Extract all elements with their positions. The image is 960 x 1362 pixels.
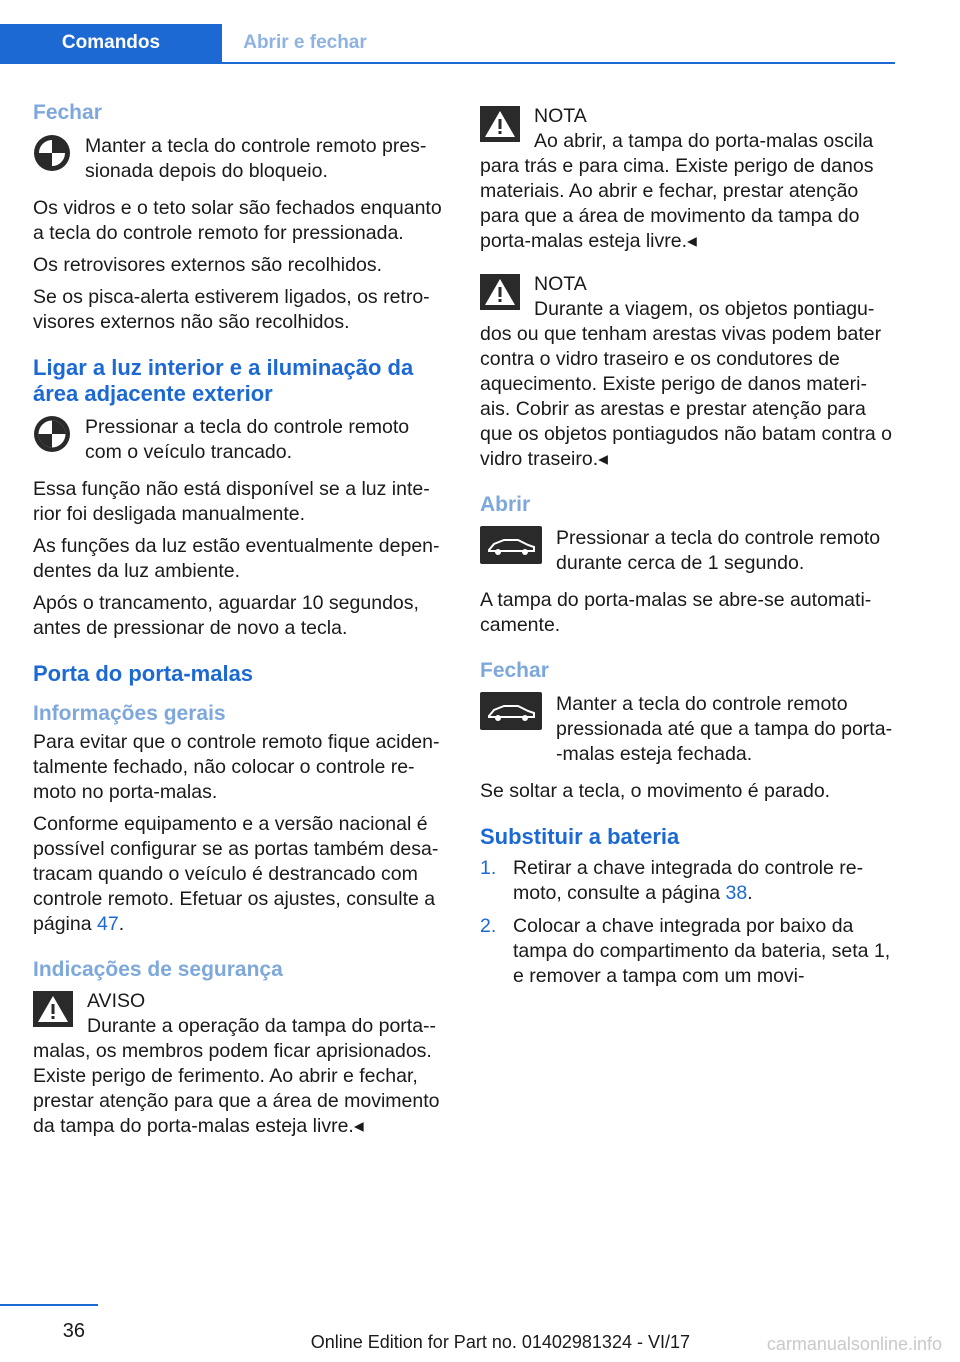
luz-instruction: Pressionar a tecla do controle remoto com o veículo trancado.: [85, 416, 410, 463]
note-1: [480, 104, 895, 254]
abrir-instruction: Pressionar a tecla do controle remoto durante cerca de 1 segundo.: [556, 527, 881, 574]
fechar-instruction: Manter a tecla do controle remoto pres-sionada depois do bloqueio.: [85, 135, 427, 182]
heading-fechar: Fechar: [480, 659, 549, 682]
paragraph: A tampa do porta-malas se abre-se automati-camente.: [480, 589, 872, 636]
tab-comandos[interactable]: Comandos: [0, 24, 222, 62]
battery-steps: [480, 856, 895, 989]
paragraph: Após o trancamento, aguardar 10 segundos, antes de pressionar de novo a tecla.: [33, 592, 419, 639]
page-link-47[interactable]: 47: [96, 913, 119, 935]
heading-porta-do-porta-malas: Porta do porta-malas: [33, 661, 254, 686]
bmw-remote-key-icon: [33, 134, 71, 177]
page-number: 36: [62, 1320, 85, 1342]
warning-label: AVISO: [87, 990, 146, 1012]
paragraph: Se soltar a tecla, o movimento é parado.: [480, 780, 831, 802]
paragraph-text: Conforme equipamento e a versão nacional é possível configurar se as portas também desa-tracam quando o veículo é destrancado com controle remoto. Efetuar os ajustes, consulte a página: [33, 813, 439, 935]
trunk-open-row: [480, 526, 895, 576]
warning-text: Durante a operação da tampa do porta--malas, os membros podem ficar aprisionados. Existe perigo de ferimento. Ao abrir e fechar, prestar atenção para que a área de movimento da tampa do porta-malas esteja livre.◂: [33, 1015, 440, 1137]
header-tabs: [0, 24, 895, 64]
watermark: carmanualsonline.info: [766, 1334, 942, 1354]
paragraph: [33, 812, 448, 937]
note-text: Ao abrir, a tampa do porta-malas oscila para trás e para cima. Existe perigo de danos materiais. Ao abrir e fechar, prestar atenção para que a área de movimento da tampa do porta-malas esteja livre.◂: [480, 130, 874, 252]
note-label: NOTA: [534, 273, 587, 295]
paragraph: Os retrovisores externos são recolhidos.: [33, 254, 382, 276]
bmw-remote-key-icon: [33, 415, 71, 458]
tab-abrir-e-fechar[interactable]: Abrir e fechar: [243, 32, 367, 53]
right-column: [480, 100, 895, 997]
footer-rule: [0, 1304, 98, 1306]
step-number: 2.: [480, 915, 497, 937]
trunk-close-row: [480, 692, 895, 767]
step-end: .: [747, 882, 753, 904]
fechar-instruction: Manter a tecla do controle remoto pressionada até que a tampa do porta--malas esteja fechada.: [556, 693, 893, 765]
heading-informacoes-gerais: Informações gerais: [33, 702, 226, 725]
edition-note: Online Edition for Part no. 01402981324 - VI/17: [310, 1332, 690, 1352]
heading-fechar: Fechar: [33, 101, 102, 124]
paragraph: Para evitar que o controle remoto fique aciden-talmente fechado, não colocar o controle re-moto no porta-malas.: [33, 731, 440, 803]
page-link-38[interactable]: 38: [725, 882, 748, 904]
paragraph: Os vidros e o teto solar são fechados enquanto a tecla do controle remoto for pressionada.: [33, 197, 442, 244]
paragraph: Se os pisca-alerta estiverem ligados, os retro-visores externos não são recolhidos.: [33, 286, 430, 333]
heading-luz-interior: Ligar a luz interior e a iluminação da área adjacente exterior: [33, 355, 414, 406]
step-text: Colocar a chave integrada por baixo da tampa do compartimento da bateria, seta 1, e remover a tampa com um movi-: [513, 915, 891, 987]
step-text: Retirar a chave integrada do controle re-moto, consulte a página: [513, 857, 864, 904]
warning-triangle-icon: [480, 274, 520, 315]
paragraph: Essa função não está disponível se a luz inte-rior foi desligada manualmente.: [33, 478, 430, 525]
warning-triangle-icon: [480, 106, 520, 147]
paragraph-end: .: [118, 913, 125, 935]
warning-triangle-icon: [33, 991, 73, 1032]
step-number: 1.: [480, 857, 497, 879]
list-item: [480, 856, 895, 906]
trunk-button-icon: [480, 692, 542, 735]
note-2: [480, 272, 895, 472]
heading-indicacoes-de-seguranca: Indicações de segurança: [33, 958, 283, 981]
trunk-button-icon: [480, 526, 542, 569]
list-item: [480, 914, 895, 989]
left-column: [33, 100, 448, 1153]
remote-lock-row: [33, 134, 448, 184]
heading-abrir: Abrir: [480, 493, 531, 516]
remote-light-row: [33, 415, 448, 465]
warning-aviso: [33, 989, 448, 1139]
paragraph: As funções da luz estão eventualmente depen-dentes da luz ambiente.: [33, 535, 440, 582]
note-text: Durante a viagem, os objetos pontiagu-dos ou que tenham arestas vivas podem bater contra o vidro traseiro e os condutores de aquecimento. Existe perigo de danos materi-ais. Cobrir as arestas e prestar atenção para que os objetos pontiagudos não batam contra o vidro traseiro.◂: [480, 298, 892, 470]
note-label: NOTA: [534, 105, 587, 127]
heading-substituir-a-bateria: Substituir a bateria: [480, 824, 680, 849]
